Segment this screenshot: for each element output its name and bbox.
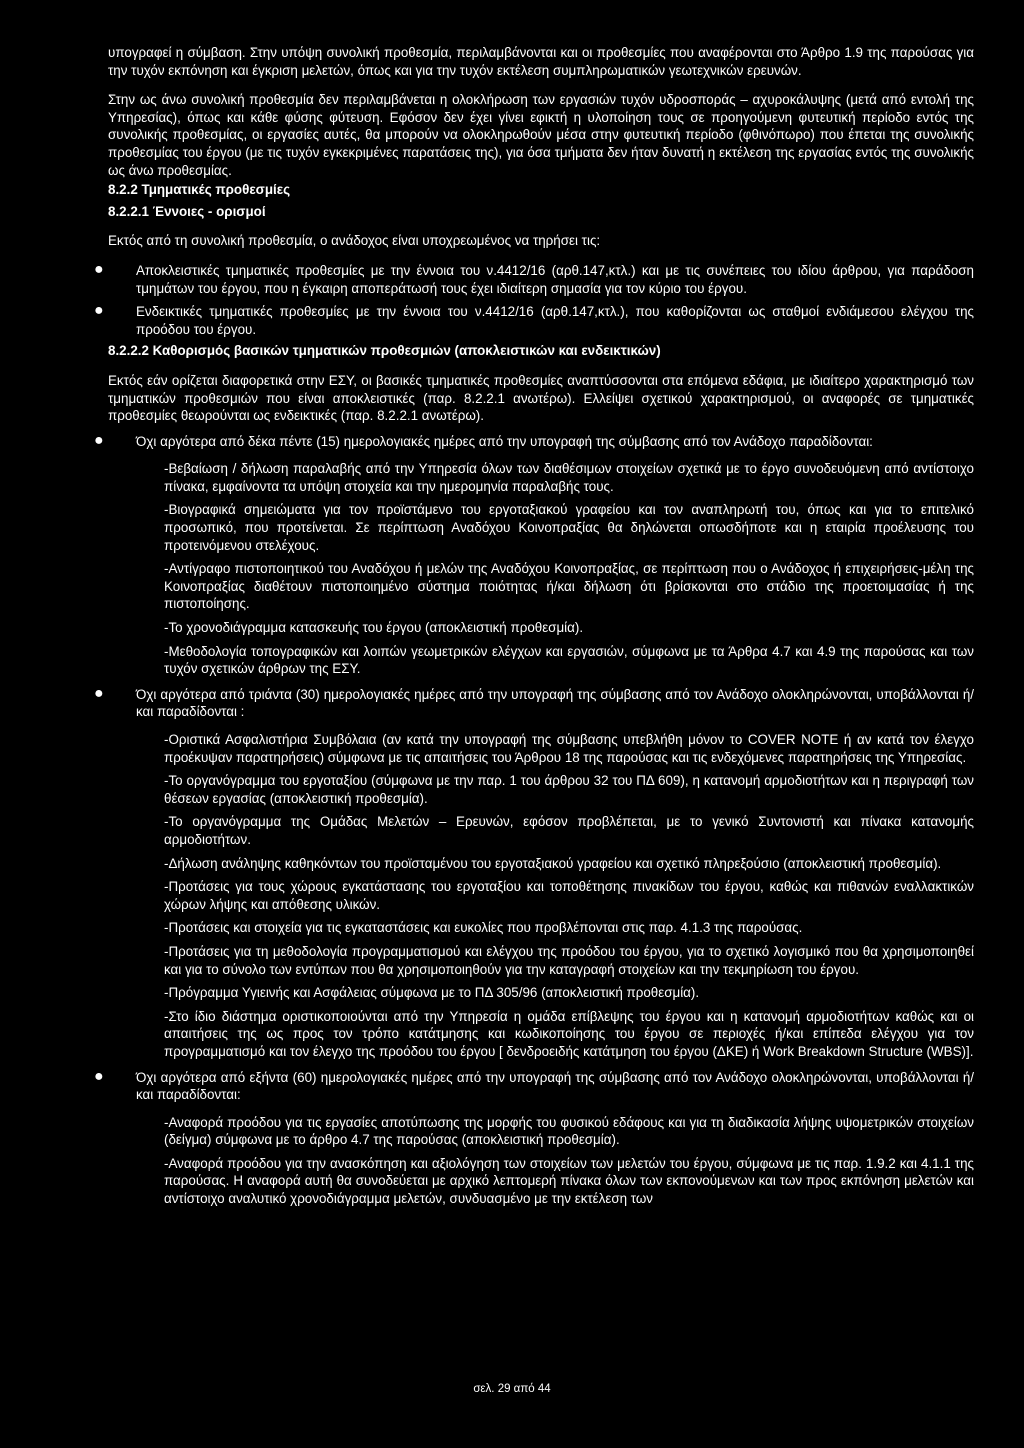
list-item: -Μεθοδολογία τοπογραφικών και λοιπών γεωμετρικών ελέγχων και εργασιών, σύμφωνα με τα Άρθρα 4.7 και 4.9 της παρούσας και των τυχόν σχετικών άρθρων της ΕΣΥ. [164,643,974,677]
list-item: -Προτάσεις για τους χώρους εγκατάστασης του εργοταξίου και τοποθέτησης πινακίδων του έργου, καθώς και πιθανών εναλλακτικών χώρων λήψης και απόθεσης υλικών. [164,879,974,912]
bullet-15-days: ● Όχι αργότερα από δέκα πέντε (15) ημερολογιακές ημέρες από την υπογραφή της σύμβασης από τον Ανάδοχο παραδίδονται: [108,433,974,451]
intro-paragraph-1: υπογραφεί η σύμβαση. Στην υπόψη συνολική προθεσμία, περιλαμβάνονται και οι προθεσμίες που αναφέρονται στο Άρθρο 1.9 της παρούσας για την τυχόν εκπόνηση και έγκριση μελετών, όπως και για την τυχόν εκτέλεση συμπληρωματικών γεωτεχνικών ερευνών. [108,45,974,78]
list-item: -Προτάσεις για τη μεθοδολογία προγραμματισμού και ελέγχου της προόδου του έργου, για το σχετικό λογισμικό που θα χρησιμοποιηθεί και για το σύνολο των εντύπων που θα χρησιμοποιηθούν για την καταγραφή στοιχείων και την τεκμηρίωση του έργου. [164,943,974,977]
bullet-30-days: ● Όχι αργότερα από τριάντα (30) ημερολογιακές ημέρες από την υπογραφή της σύμβασης από τον Ανάδοχο ολοκληρώνονται, υποβάλλονται ή/και παραδίδονται : [108,686,974,721]
list-item: -Οριστικά Ασφαλιστήρια Συμβόλαια (αν κατά την υπογραφή της σύμβασης υπεβλήθη μόνον το COVER NOTE ή αν κατά τον έλεγχο προέκυψαν παρατηρήσεις) σύμφωνα με τις απαιτήσεις του Άρθρου 18 της παρούσας και τις ενδεχόμενες παρατηρήσεις της Υπηρεσίας. [164,732,974,765]
list-item: -Βεβαίωση / δήλωση παραλαβής από την Υπηρεσία όλων των διαθέσιμων στοιχείων σχετικά με το έργο συνοδευόμενη από αντίστοιχο πίνακα, εμφαίνοντα τα υπόψη στοιχεία και την ημερομηνία παραλαβής τους. [164,461,974,494]
list-item: -Βιογραφικά σημειώματα για τον προϊστάμενο του εργοταξιακού γραφείου και τον αναπληρωτή του, όπως και για το επιτελικό προσωπικό, που προτείνεται. Σε περίπτωση Αναδόχου Κοινοπραξίας θα δηλώνεται οπωσδήποτε και η εταιρία προέλευσης του προτεινόμενου στελέχους. [164,502,974,553]
list-item: -Προτάσεις και στοιχεία για τις εγκαταστάσεις και ευκολίες που προβλέπονται στις παρ. 4.1.3 της παρούσας. [164,920,803,936]
section-8-2-2-1-title: 8.2.2.1 Έννοιες - ορισμοί [108,203,266,219]
section-8-2-2-2-lead: Εκτός εάν ορίζεται διαφορετικά στην ΕΣΥ, οι βασικές τμηματικές προθεσμίες αναπτύσσονται στα επόμενα εδάφια, με ιδιαίτερο χαρακτηρισμό των τμηματικών προθεσμιών που είναι αποκλειστικές (παρ. 8.2.2.1 ανωτέρω). Ελλείψει σχετικού χαρακτηρισμού, οι αναφορές σε τμηματικές προθεσμίες θεωρούνται ως ενδεικτικές (παρ. 8.2.2.1 ανωτέρω). [108,372,974,424]
list-item: -Πρόγραμμα Υγιεινής και Ασφάλειας σύμφωνα με το ΠΔ 305/96 (αποκλειστική προθεσμία). [164,985,700,1001]
list-item: -Το χρονοδιάγραμμα κατασκευής του έργου (αποκλειστική προθεσμία). [164,620,584,636]
bullet-60-days: ● Όχι αργότερα από εξήντα (60) ημερολογιακές ημέρες από την υπογραφή της σύμβασης από τον Ανάδοχο ολοκληρώνονται, υποβάλλονται ή/και παραδίδονται: [108,1069,974,1104]
list-item: -Αναφορά προόδου για την ανασκόπηση και αξιολόγηση των στοιχείων των μελετών του έργου, σύμφωνα με τις παρ. 1.9.2 και 4.1.1 της παρούσας. Η αναφορά αυτή θα συνοδεύεται με αρχικό λεπτομερή πίνακα όλων των εκπονούμενων και των προς εκπόνηση μελετών και αντίστοιχο αναλυτικό χρονοδιάγραμμα μελετών, συνδυασμένο με την εκτέλεση των [164,1155,974,1207]
list-item: -Το οργανόγραμμα του εργοταξίου (σύμφωνα με την παρ. 1 του άρθρου 32 του ΠΔ 609), η κατανομή αρμοδιοτήτων και η περιγραφή των θέσεων εργασίας (αποκλειστική προθεσμία). [164,773,974,806]
list-item: -Δήλωση ανάληψης καθηκόντων του προϊσταμένου του εργοταξιακού γραφείου και σχετικό πληρεξούσιο (αποκλειστική προθεσμία). [164,855,942,871]
page-number: σελ. 29 από 44 [473,1383,551,1395]
intro-paragraph-2: Στην ως άνω συνολική προθεσμία δεν περιλαμβάνεται η ολοκλήρωση των εργασιών τυχόν υδροσποράς – αχυροκάλυψης (μετά από εντολή της Υπηρεσίας), όπως και κάθε φύσης φύτευση. Εφόσον δεν έχει γίνει εφικτή η υλοποίηση τους σε προηγούμενη φυτευτική περίοδο εντός της συνολικής προθεσμίας, οι εργασίες αυτές, θα μπορούν να ολοκληρωθούν μέσα στην φυτευτική περίοδο (φθινόπωρο) που έπεται της συνολικής προθεσμίας του έργου (με τις τυχόν εγκεκριμένες παρατάσεις της), για όσα τμήματα δεν ήταν δυνατή η εκτέλεση της εργασίας εντός της συνολικής ως άνω προθεσμίας. [108,92,974,178]
bullet-indicative-deadlines: ● Ενδεικτικές τμηματικές προθεσμίες με την έννοια του ν.4412/16 (αρθ.147,κτλ.), που καθορίζονται ως σταθμοί ενδιάμεσου ελέγχου της προόδου του έργου. [108,303,974,338]
bullet-exclusive-deadlines: ● Αποκλειστικές τμηματικές προθεσμίες με την έννοια του ν.4412/16 (αρθ.147,κτλ.) και με τις συνέπειες του ιδίου άρθρου, για παράδοση τμημάτων του έργου, που η έγκαιρη αποπεράτωσή τους έχει ιδιαίτερη σημασία για τον κύριο του έργου. [108,262,974,297]
list-item: -Στο ίδιο διάστημα οριστικοποιούνται από την Υπηρεσία η ομάδα επίβλεψης του έργου και η κατανομή αρμοδιοτήτων καθώς και οι απαιτήσεις της ως προς τον τρόπο κατάτμησης και κωδικοποίησης του έργου σε περιοχές ή/και επίπεδα ελέγχου για τον προγραμματισμό και τον έλεγχο της προόδου του έργου [ δενδροειδής κατάτμηση του έργου (ΔΚΕ) ή Work Breakdown Structure (WBS)]. [164,1008,974,1059]
list-item: -Αντίγραφο πιστοποιητικού του Αναδόχου ή μελών της Αναδόχου Κοινοπραξίας, σε περίπτωση που ο Ανάδοχος ή επιχειρήσεις-μέλη της Κοινοπραξίας διαθέτουν πιστοποιημένο σύστημα ποιότητας ή/και δήλωση ότι βρίσκονται στο στάδιο της προετοιμασίας ή της πιστοποίησης. [164,561,974,612]
list-item: -Αναφορά προόδου για τις εργασίες αποτύπωσης της μορφής του φυσικού εδάφους και για τη διαδικασία λήψης υψομετρικών στοιχείων (δείγμα) σύμφωνα με το άρθρο 4.7 της παρούσας (αποκλειστική προθεσμία). [164,1114,974,1148]
section-8-2-2-1-lead: Εκτός από τη συνολική προθεσμία, ο ανάδοχος είναι υποχρεωμένος να τηρήσει τις: [108,233,601,249]
section-8-2-2-title: 8.2.2 Τμηματικές προθεσμίες [108,182,291,198]
section-8-2-2-2-title: 8.2.2.2 Καθορισμός βασικών τμηματικών προθεσμιών (αποκλειστικών και ενδεικτικών) [108,343,661,359]
list-item: -Το οργανόγραμμα της Ομάδας Μελετών – Ερευνών, εφόσον προβλέπεται, με το γενικό Συντονιστή και πίνακα κατανομής αρμοδιοτήτων. [164,814,974,847]
